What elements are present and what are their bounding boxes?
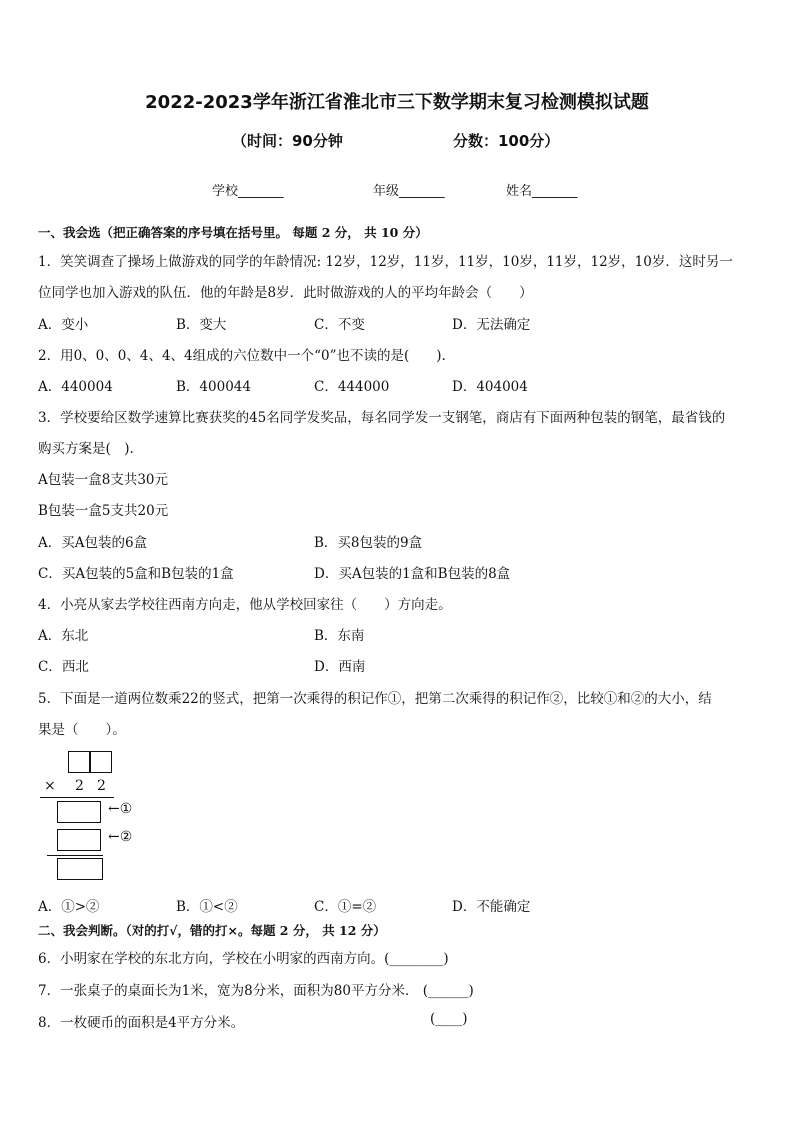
q1-option-b: B．变大	[176, 317, 227, 333]
exam-score: 分数：100分）	[453, 132, 560, 150]
q3-option-b: B．买8包装的9盒	[314, 535, 423, 551]
q1-line1: 1．笑笑调查了操场上做游戏的同学的年龄情况: 12岁，12岁，11岁，11岁，10岁，11岁，12岁，10岁．这时另一	[38, 254, 733, 270]
q5-option-a: A．①>②	[38, 899, 100, 915]
q1-option-a: A．变小	[38, 317, 89, 333]
exam-time: （时间：90分钟	[232, 132, 343, 150]
rule-line-1	[40, 797, 114, 798]
q8-line: 8．一枚硬币的面积是4平方分米。	[38, 1015, 245, 1031]
q4-option-c: C．西北	[38, 659, 89, 675]
partial-product-1-box	[57, 801, 101, 823]
q5-option-b: B．①<②	[176, 899, 238, 915]
section-1-heading: 一、我会选（把正确答案的序号填在括号里。 每题 2 分， 共 10 分）	[38, 225, 428, 240]
q2-option-b: B．400044	[176, 379, 251, 395]
q3-option-c: C．买A包装的5盒和B包装的1盒	[38, 566, 234, 582]
q1-option-d: D．无法确定	[452, 317, 531, 333]
section-2-heading: 二、我会判断。（对的打√，错的打×。每题 2 分， 共 12 分）	[38, 923, 386, 938]
partial-product-1-label: ←①	[108, 801, 133, 817]
q3-line2: 购买方案是( ).	[38, 441, 134, 457]
q3-option-d: D．买A包装的1盒和B包装的8盒	[314, 566, 511, 582]
school-field: 学校_______	[212, 184, 284, 199]
partial-product-2-box	[57, 829, 101, 851]
q3-line1: 3．学校要给区数学速算比赛获奖的45名同学发奖品，每名同学发一支钢笔，商店有下面两种包装的钢笔，最省钱的	[38, 410, 726, 426]
q4-option-b: B．东南	[314, 628, 365, 644]
multiplier-digit-1: 2	[75, 778, 84, 794]
q1-option-c: C．不变	[314, 317, 365, 333]
q4-option-d: D．西南	[314, 659, 366, 675]
multiplicand-ones-box	[90, 751, 112, 773]
multiplicand-tens-box	[68, 751, 90, 773]
q5-line1: 5．下面是一道两位数乘22的竖式，把第一次乘得的积记作①，把第二次乘得的积记作②，比较①和②的大小，结	[38, 691, 712, 707]
q3-package-b: B包装一盒5支共20元	[38, 503, 169, 519]
page-title: 2022-2023学年浙江省淮北市三下数学期末复习检测模拟试题	[145, 92, 649, 113]
q6-line: 6．小明家在学校的东北方向，学校在小明家的西南方向。(________)	[38, 951, 449, 967]
q2-option-d: D．404004	[452, 379, 528, 395]
q4-option-a: A．东北	[38, 628, 89, 644]
product-box	[57, 858, 103, 880]
multiplier-digit-2: 2	[97, 778, 106, 794]
times-sign: ×	[44, 778, 56, 794]
partial-product-2-label: ←②	[108, 829, 133, 845]
q5-option-c: C．①=②	[314, 899, 377, 915]
q5-line2: 果是（ ）。	[38, 722, 126, 738]
q2-line1: 2．用0、0、0、4、4、4组成的六位数中一个“0”也不读的是( ).	[38, 348, 446, 364]
q5-option-d: D．不能确定	[452, 899, 531, 915]
q1-line2: 位同学也加入游戏的队伍．他的年龄是8岁．此时做游戏的人的平均年龄会（ ）	[38, 285, 533, 301]
q3-option-a: A．买A包装的6盒	[38, 535, 148, 551]
q4-line1: 4．小亮从家去学校往西南方向走，他从学校回家往（ ）方向走。	[38, 597, 452, 613]
q2-option-c: C．444000	[314, 379, 390, 395]
grade-field: 年级_______	[373, 184, 445, 199]
name-field: 姓名_______	[506, 184, 578, 199]
q7-line: 7．一张桌子的桌面长为1米，宽为8分米，面积为80平方分米． (______)	[38, 983, 474, 999]
q2-option-a: A．440004	[38, 379, 113, 395]
q3-package-a: A包装一盒8支共30元	[38, 472, 169, 488]
rule-line-2	[47, 855, 103, 856]
q8-answer-blank: (____)	[430, 1011, 468, 1027]
